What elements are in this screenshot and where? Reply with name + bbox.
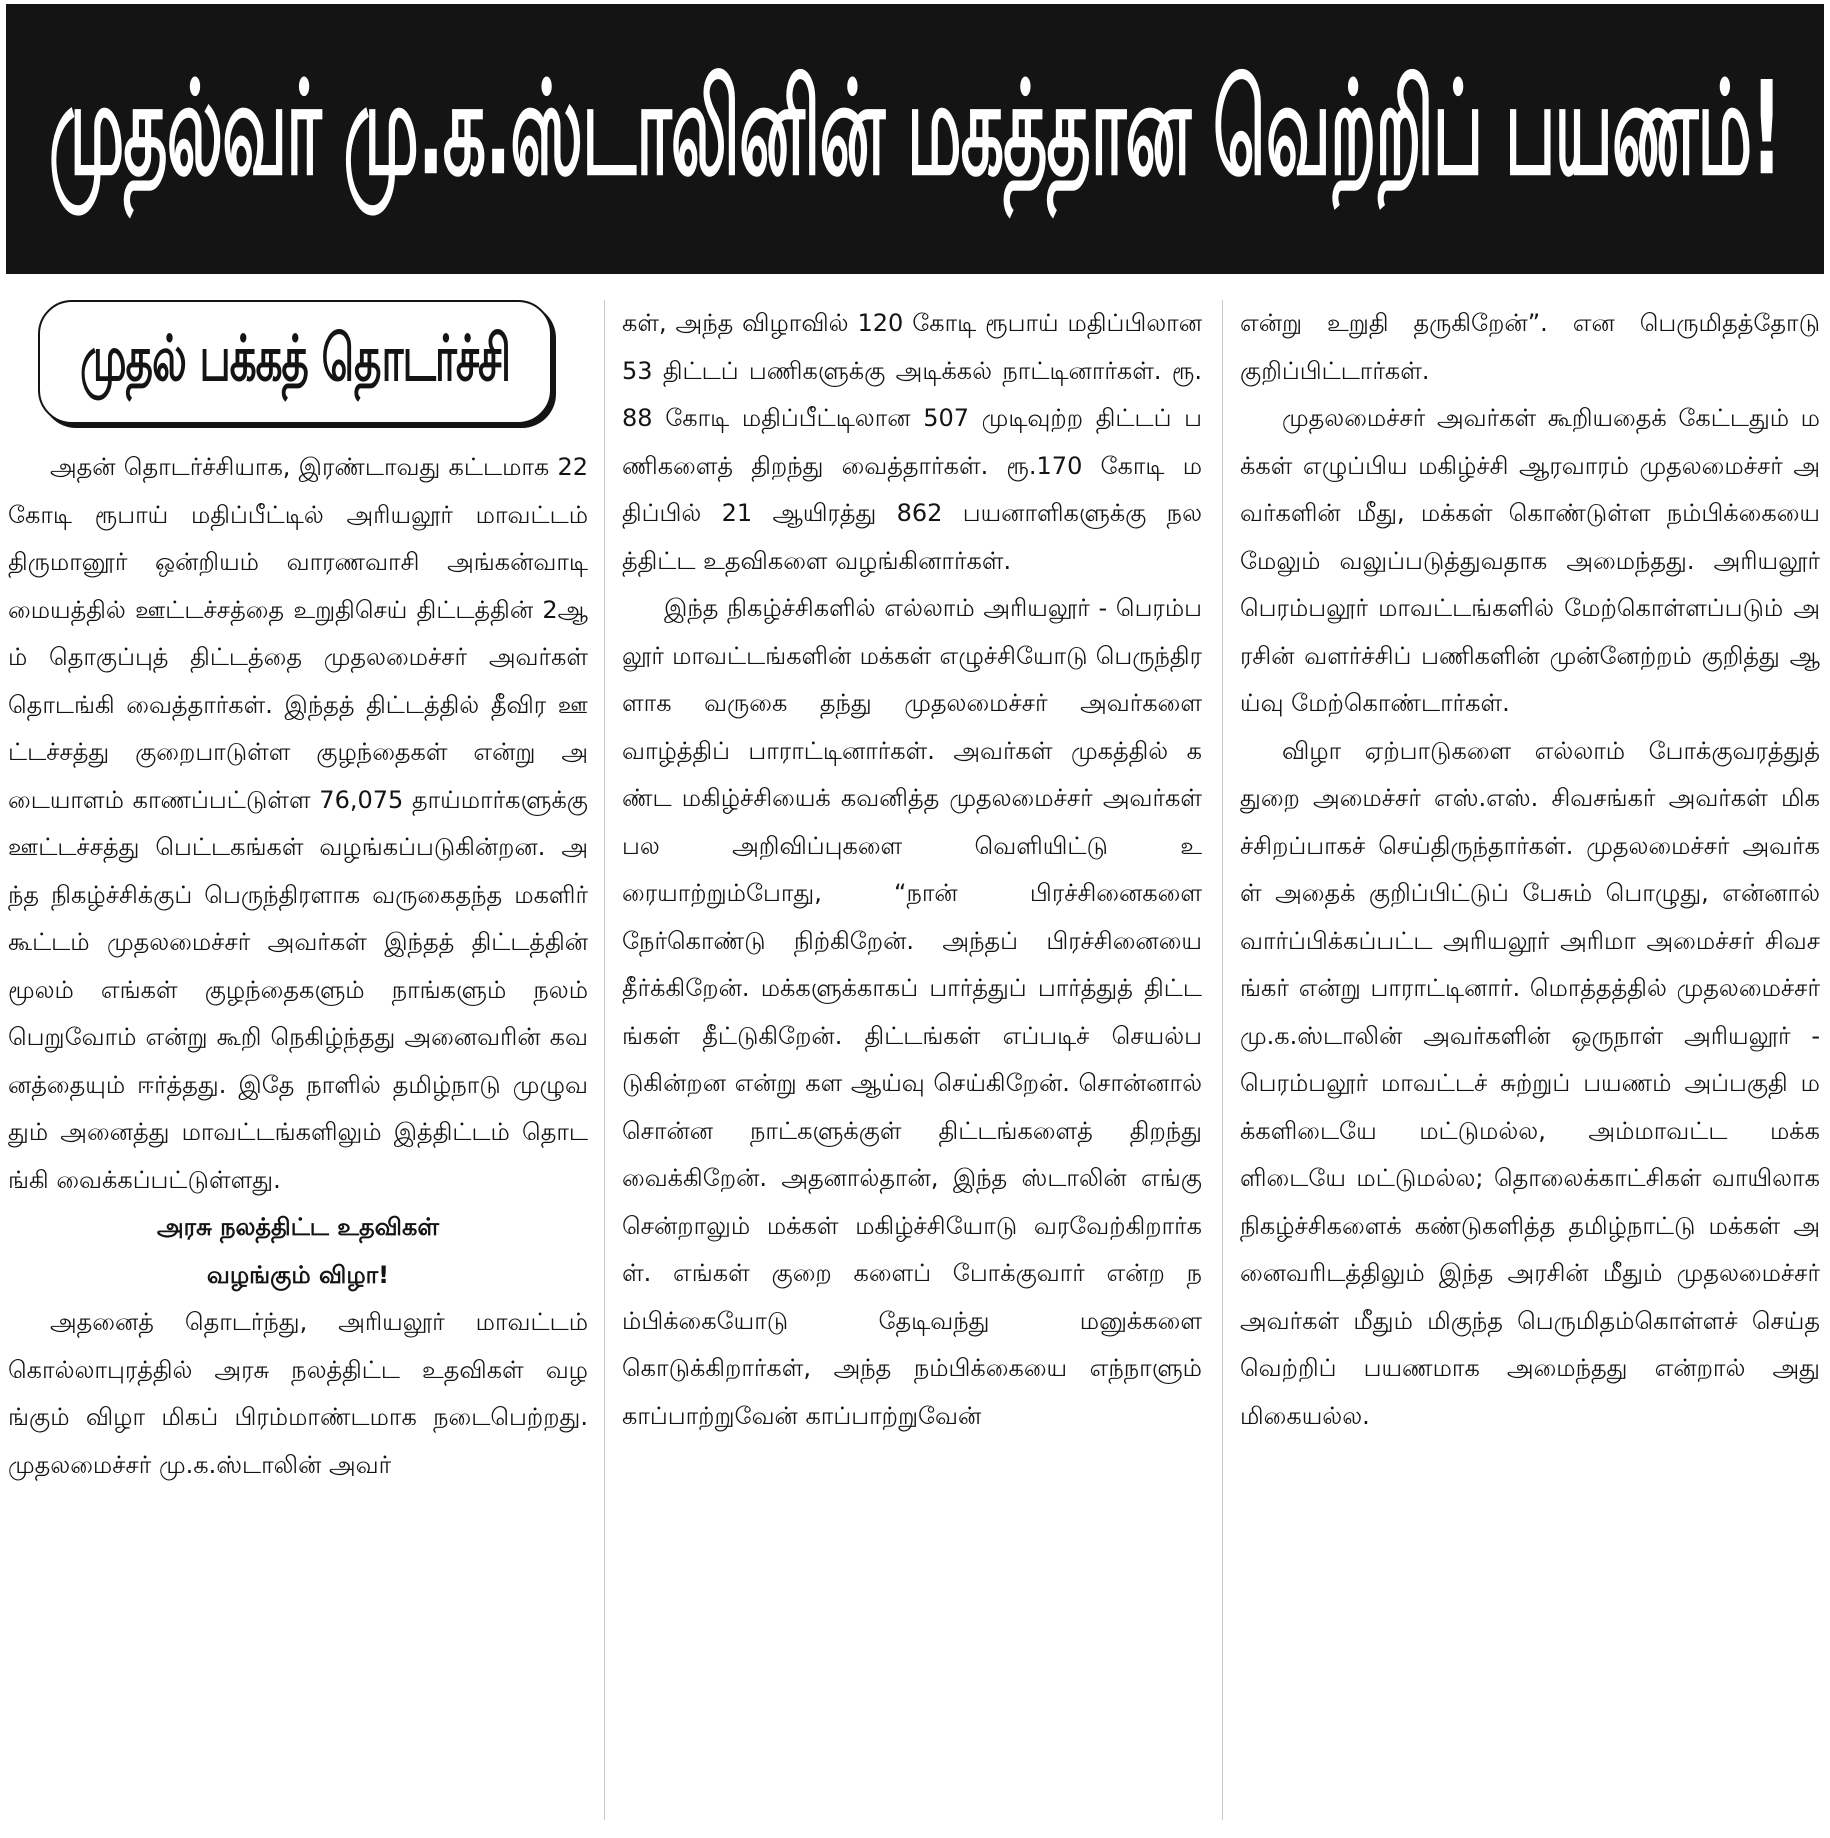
paragraph: அதன் தொடர்ச்சியாக, இரண்டாவது கட்டமாக 22 கோடி ரூபாய் மதிப்பீட்டில் அரியலூர் மாவட்டம் திருமானூர் ஒன்றியம் வாரணவாசி அங்கன்வாடி மையத்தில் ஊட்டச்சத்தை உறுதிசெய் திட்டத்தின் 2ஆம் தொகுப்புத் திட்டத்தை முதலமைச்சர் அவர்கள் தொடங்கி வைத்தார்கள். இந்தத் திட்டத்தில் தீவிர ஊட்டச்சத்து குறைபாடுள்ள குழந்தைகள் என்று அடையாளம் காணப்பட்டுள்ள 76,075 தாய்மார்களுக்கு ஊட்டச்சத்து பெட்டகங்கள் வழங்கப்படுகின்றன. அந்த நிகழ்ச்சிக்குப் பெருந்திரளாக வருகைதந்த மகளிர் கூட்டம் முதலமைச்சர் அவர்கள் இந்தத் திட்டத்தின் மூலம் எங்கள் குழந்தைகளும் நாங்களும் நலம் பெறுவோம் என்று கூறி நெகிழ்ந்தது அனைவரின் கவனத்தையும் ஈர்த்தது. இதே நாளில் தமிழ்நாடு முழுவதும் அனைத்து மாவட்டங்களிலும் இத்திட்டம் தொடங்கி வைக்கப்பட்டுள்ளது. xyxy=(8,453,588,1194)
paragraph: கள், அந்த விழாவில் 120 கோடி ரூபாய் மதிப்பிலான 53 திட்டப் பணிகளுக்கு அடிக்கல் நாட்டினார்கள். ரூ.88 கோடி மதிப்பீட்டிலான 507 முடிவுற்ற திட்டப் பணிகளைத் திறந்து வைத்தார்கள். ரூ.170 கோடி மதிப்பில் 21 ஆயிரத்து 862 பயனாளிகளுக்கு நலத்திட்ட உதவிகளை வழங்கினார்கள். xyxy=(622,309,1202,575)
column-divider xyxy=(604,300,605,1820)
article-column-2 xyxy=(622,300,1202,1440)
continuation-label: முதல் பக்கத் தொடர்ச்சி xyxy=(80,320,510,395)
subheading: அரசு நலத்திட்ட உதவிகள் xyxy=(157,1213,439,1241)
column-divider xyxy=(1222,300,1223,1820)
article-column-1 xyxy=(8,300,588,1489)
article-column-3 xyxy=(1240,300,1820,1440)
paragraph: என்று உறுதி தருகிறேன்”. என பெருமிதத்தோடு குறிப்பிட்டார்கள். xyxy=(1240,309,1820,385)
paragraph: முதலமைச்சர் அவர்கள் கூறியதைக் கேட்டதும் மக்கள் எழுப்பிய மகிழ்ச்சி ஆரவாரம் முதலமைச்சர் அவர்களின் மீது, மக்கள் கொண்டுள்ள நம்பிக்கையை மேலும் வலுப்படுத்துவதாக அமைந்தது. அரியலூர் பெரம்பலூர் மாவட்டங்களில் மேற்கொள்ளப்படும் அரசின் வளர்ச்சிப் பணிகளின் முன்னேற்றம் குறித்து ஆய்வு மேற்கொண்டார்கள். xyxy=(1240,404,1820,717)
paragraph: இந்த நிகழ்ச்சிகளில் எல்லாம் அரியலூர் - பெரம்பலூர் மாவட்டங்களின் மக்கள் எழுச்சியோடு பெருந்திரளாக வருகை தந்து முதலமைச்சர் அவர்களை வாழ்த்திப் பாராட்டினார்கள். அவர்கள் முகத்தில் கண்ட மகிழ்ச்சியைக் கவனித்த முதலமைச்சர் அவர்கள் பல அறிவிப்புகளை வெளியிட்டு உரையாற்றும்போது, “நான் பிரச்சினைகளை நேர்கொண்டு நிற்கிறேன். அந்தப் பிரச்சினையை தீர்க்கிறேன். மக்களுக்காகப் பார்த்துப் பார்த்துத் திட்டங்கள் தீட்டுகிறேன். திட்டங்கள் எப்படிச் செயல்படுகின்றன என்று கள ஆய்வு செய்கிறேன். சொன்னால் சொன்ன நாட்களுக்குள் திட்டங்களைத் திறந்து வைக்கிறேன். அதனால்தான், இந்த ஸ்டாலின் எங்கு சென்றாலும் மக்கள் மகிழ்ச்சியோடு வரவேற்கிறார்கள். எங்கள் குறை களைப் போக்குவார் என்ற நம்பிக்கையோடு தேடிவந்து மனுக்களை கொடுக்கிறார்கள், அந்த நம்பிக்கையை எந்நாளும் காப்பாற்றுவேன் காப்பாற்றுவேன் xyxy=(622,594,1202,1430)
paragraph: அதனைத் தொடர்ந்து, அரியலூர் மாவட்டம் கொல்லாபுரத்தில் அரசு நலத்திட்ட உதவிகள் வழங்கும் விழா மிகப் பிரம்மாண்டமாக நடைபெற்றது. முதலமைச்சர் மு.க.ஸ்டாலின் அவர் xyxy=(8,1308,588,1479)
paragraph: விழா ஏற்பாடுகளை எல்லாம் போக்குவரத்துத் துறை அமைச்சர் எஸ்.எஸ். சிவசங்கர் அவர்கள் மிகச்சிறப்பாகச் செய்திருந்தார்கள். முதலமைச்சர் அவர்கள் அதைக் குறிப்பிட்டுப் பேசும் பொழுது, என்னால் வார்ப்பிக்கப்பட்ட அரியலூர் அரிமா அமைச்சர் சிவசங்கர் என்று பாராட்டினார். மொத்தத்தில் முதலமைச்சர் மு.க.ஸ்டாலின் அவர்களின் ஒருநாள் அரியலூர் - பெரம்பலூர் மாவட்டச் சுற்றுப் பயணம் அப்பகுதி மக்களிடையே மட்டுமல்ல, அம்மாவட்ட மக்களிடையே மட்டுமல்ல; தொலைக்காட்சிகள் வாயிலாக நிகழ்ச்சிகளைக் கண்டுகளித்த தமிழ்நாட்டு மக்கள் அனைவரிடத்திலும் இந்த அரசின் மீதும் முதலமைச்சர் அவர்கள் மீதும் மிகுந்த பெருமிதம்கொள்ளச் செய்த வெற்றிப் பயணமாக அமைந்தது என்றால் அது மிகையல்ல. xyxy=(1240,736,1820,1430)
headline-banner xyxy=(6,4,1824,274)
headline-title: முதல்வர் மு.க.ஸ்டாலினின் மகத்தான வெற்றிப் பயணம்! xyxy=(48,55,1782,206)
continuation-badge xyxy=(38,300,552,424)
subheading: வழங்கும் விழா! xyxy=(206,1260,390,1289)
